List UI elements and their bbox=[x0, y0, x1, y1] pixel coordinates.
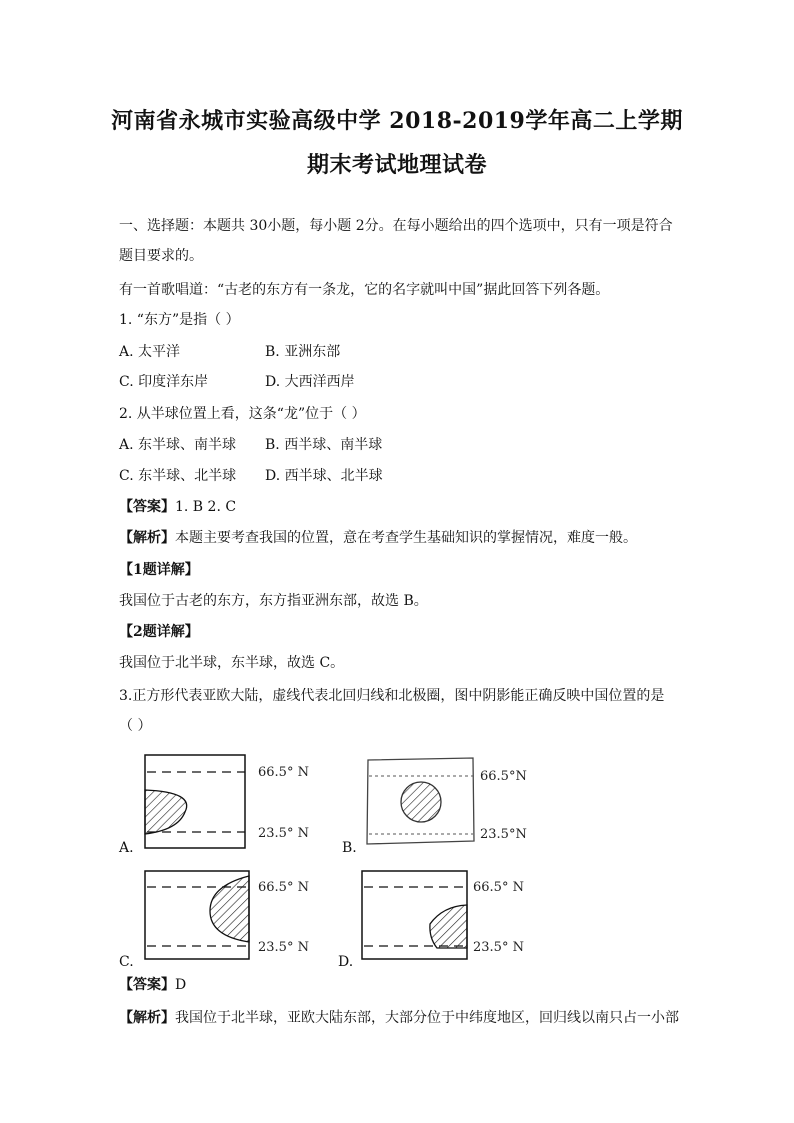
q3-stem-line-1: 3.正方形代表亚欧大陆，虚线代表北回归线和北极圈，图中阴影能正确反映中国位置的是 bbox=[119, 688, 665, 704]
map-label-a: A. bbox=[119, 840, 134, 856]
q1-option-b: B. 亚洲东部 bbox=[265, 344, 341, 360]
lat-label-bottom: 23.5° N bbox=[258, 826, 309, 841]
q1-option-c: C. 印度洋东岸 bbox=[119, 374, 209, 390]
analysis-1-2 bbox=[119, 528, 637, 548]
passage: 有一首歌唱道：“古老的东方有一条龙，它的名字就叫中国”据此回答下列各题。 bbox=[119, 282, 610, 298]
answer-label: 【答案】 bbox=[119, 499, 175, 515]
detail-1-text: 我国位于古老的东方，东方指亚洲东部，故选 B。 bbox=[119, 593, 428, 609]
map-option-c bbox=[110, 866, 310, 966]
q2-option-c: C. 东半球、北半球 bbox=[119, 468, 237, 484]
title-line-2: 期末考试地理试卷 bbox=[306, 152, 487, 178]
map-label-b: B. bbox=[342, 840, 357, 856]
lat-label-top: 66.5°N bbox=[480, 769, 527, 784]
shaded-region bbox=[401, 782, 441, 822]
title-line-1: 河南省永城市实验高级中学 2018-2019学年高二上学期 bbox=[111, 108, 683, 134]
q3-stem-line-2: （ ） bbox=[119, 718, 152, 734]
detail-1-label: 【1题详解】 bbox=[119, 562, 199, 578]
map-label-c: C. bbox=[119, 954, 134, 970]
answer-3 bbox=[119, 975, 186, 995]
analysis-label: 【解析】 bbox=[119, 530, 175, 546]
section-intro-line-1: 一、选择题：本题共 30小题，每小题 2分。在每小题给出的四个选项中，只有一项是符合 bbox=[119, 218, 673, 234]
shaded-region bbox=[210, 876, 249, 942]
analysis-label: 【解析】 bbox=[119, 1010, 175, 1026]
lat-label-top: 66.5° N bbox=[258, 765, 309, 780]
detail-2-label: 【2题详解】 bbox=[119, 624, 199, 640]
q2-stem: 2. 从半球位置上看，这条“龙”位于（ ） bbox=[119, 406, 366, 422]
shaded-region bbox=[145, 790, 187, 834]
map-label-d: D. bbox=[338, 954, 354, 970]
answer-1-2 bbox=[119, 497, 236, 517]
q1-stem: 1. “东方”是指（ ） bbox=[119, 312, 240, 328]
section-intro-line-2: 题目要求的。 bbox=[119, 248, 203, 264]
answer-text: 1. B 2. C bbox=[175, 499, 237, 515]
q1-option-a: A. 太平洋 bbox=[119, 344, 181, 360]
answer-text: D bbox=[175, 977, 187, 993]
lat-label-top: 66.5° N bbox=[473, 880, 524, 895]
analysis-text: 本题主要考查我国的位置，意在考查学生基础知识的掌握情况，难度一般。 bbox=[175, 530, 637, 546]
q2-option-d: D. 西半球、北半球 bbox=[265, 468, 383, 484]
lat-label-top: 66.5° N bbox=[258, 880, 309, 895]
q2-option-b: B. 西半球、南半球 bbox=[265, 437, 383, 453]
analysis-text: 我国位于北半球，亚欧大陆东部，大部分位于中纬度地区，回归线以南只占一小部 bbox=[175, 1010, 679, 1026]
map-option-b bbox=[360, 752, 560, 856]
lat-label-bottom: 23.5° N bbox=[258, 940, 309, 955]
lat-label-bottom: 23.5° N bbox=[473, 940, 524, 955]
shaded-region bbox=[430, 905, 467, 948]
q2-option-a: A. 东半球、南半球 bbox=[119, 437, 237, 453]
q1-option-d: D. 大西洋西岸 bbox=[265, 374, 355, 390]
map-option-d bbox=[325, 866, 525, 966]
answer-label: 【答案】 bbox=[119, 977, 175, 993]
detail-2-text: 我国位于北半球，东半球，故选 C。 bbox=[119, 655, 345, 671]
lat-label-bottom: 23.5°N bbox=[480, 827, 527, 842]
analysis-3 bbox=[119, 1008, 679, 1028]
map-option-a bbox=[110, 750, 310, 854]
